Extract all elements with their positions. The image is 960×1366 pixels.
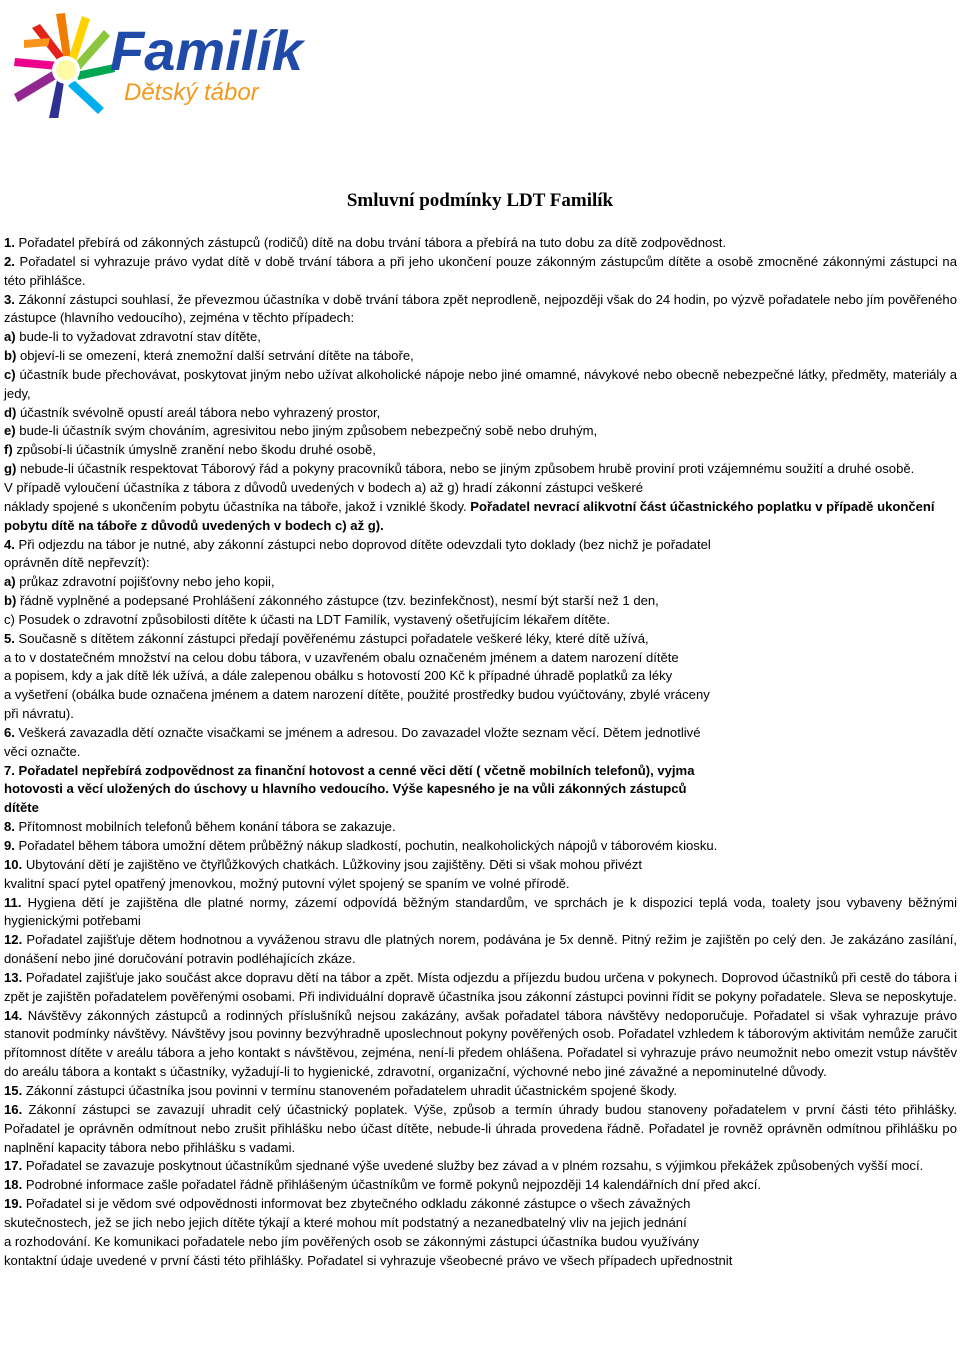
terms-body [4, 234, 957, 1270]
hands-icon [14, 13, 115, 118]
clause-11: 11. Hygiena dětí je zajištěna dle platné normy, zázemí odpovídá běžným standardům, ve sprchách je k dispozici teplá voda, toalety jsou vybaveny běžnými hygienickými potřebami [4, 894, 957, 929]
clause-16: 16. Zákonní zástupci se zavazují uhradit celý účastnický poplatek. Výše, způsob a termín úhrady budou stanoveny pořadatelem v první části této přihlášky. Pořadatel je oprávněn odmítnout nebo zrušit přihlášku nebo účast dítěte, nebude-li úhrada provedena řádně. Pořadatel je rovněž oprávněn odmítnou přihlášku po naplnění kapacity tábora nebo přihlášku s vadami. [4, 1101, 957, 1155]
clause-3c: c) účastník bude přechovávat, poskytovat jiným nebo užívat alkoholické nápoje nebo jiné omamné, návykové nebo obecně nebezpečné látky, předměty, materiály a jedy, [4, 366, 957, 401]
clause-1: 1. Pořadatel přebírá od zákonných zástupců (rodičů) dítě na dobu trvání tábora a přebírá na tuto dobu za dítě zodpovědnost. [4, 235, 727, 250]
clause-3a: a) bude-li to vyžadovat zdravotní stav dítěte, [4, 329, 261, 345]
clause-8: 8. Přítomnost mobilních telefonů během konání tábora se zakazuje. [4, 819, 396, 835]
clause-3: 3. Zákonní zástupci souhlasí, že převezmou účastníka v době trvání tábora zpět neprodleně, nejpozději však do 24 hodin, po výzvě pořadatele nebo jím pověřeného zástupce (hlavního vedoucího), zejména v těchto případech: [4, 291, 957, 326]
clause-3f: f) způsobí-li účastník úmyslně zranění nebo škodu druhé osobě, [4, 442, 376, 458]
clause-10: 10. Ubytování dětí je zajištěno ve čtyřlůžkových chatkách. Lůžkoviny jsou zajištěny. Děti si však mohou přivézt kvalitní spací pytel opatřený jmenovkou, možný putovní výlet spojený se spaním ve volné přírodě. [4, 856, 643, 891]
clause-7: 7. Pořadatel nepřebírá zodpovědnost za finanční hotovost a cenné věci dětí ( včetně mobilních telefonů), vyjma hotovosti a věcí uložených do úschovy u hlavního vedoucího. Výše kapesného je na vůli zákonných zástupců dítěte [4, 762, 695, 816]
clause-19: 19. Pořadatel si je vědom své odpovědnosti informovat bez zbytečného odkladu zákonné zástupce o všech závažných skutečnostech, jež se jich nebo jejich dítěte týkají a které mohou mít podstatný a nezanedbatelný vliv na jejich jednání a rozhodování. Ke komunikaci pořadatele nebo jím pověřených osob se zákonnými zástupci účastníka budou využívány kontaktní údaje uvedené v první části této přihlášky. Pořadatel si vyhrazuje všeobecné právo ve všech případech upřednostnit [4, 1196, 733, 1268]
clause-4c: c) Posudek o zdravotní způsobilosti dítěte k účasti na LDT Familík, vystavený ošetřujícím lékařem dítěte. [4, 611, 610, 627]
familik-logo [4, 8, 364, 118]
logo-brand: Familík [110, 19, 303, 82]
clause-17: 17. Pořadatel se zavazuje poskytnout účastníkům sjednané výše uvedené služby bez závad a v plném rozsahu, s výjimkou překážek způsobených vyšší mocí. [4, 1158, 924, 1174]
clause-12: 12. Pořadatel zajišťuje dětem hodnotnou a vyváženou stravu dle platných norem, podávána je 5x denně. Pitný režim je zajištěn po celý den. Je zakázáno zasílání, donášení nebo jiné doručování potravin podléhajících zkáze. [4, 932, 957, 967]
clause-4: 4. Při odjezdu na tábor je nutné, aby zákonní zástupci nebo doprovod dítěte odevzdali tyto doklady (bez nichž je pořadatel oprávněn dítě nepřevzít): [4, 536, 711, 571]
clause-3d: d) účastník svévolně opustí areál tábora nebo vyhrazený prostor, [4, 404, 381, 420]
clause-3g: g) nebude-li účastník respektovat Táborový řád a pokyny pracovníků tábora, nebo se jiným způsobem hrubě proviní proti vzájemnému soužití a druhé osobě. [4, 461, 915, 477]
clause-4b: b) řádně vyplněné a podepsané Prohlášení zákonného zástupce (tzv. bezinfekčnost), nesmí být starší než 1 den, [4, 593, 659, 609]
logo-tagline: Dětský tábor [124, 79, 259, 106]
clause-6: 6. Veškerá zavazadla dětí označte visačkami se jménem a adresou. Do zavazadel vložte seznam věcí. Dětem jednotlivé věci označte. [4, 724, 701, 759]
clause-4a: a) průkaz zdravotní pojišťovny nebo jeho kopii, [4, 574, 275, 590]
clause-13: 13. Pořadatel zajišťuje jako součást akce dopravu dětí na tábor a zpět. Místa odjezdu a příjezdu budou určena v pokynech. Doprovod účastníků při cestě do tábora i zpět je zajištěn pořadatelem pověřenými osobami. Při individuální dopravě účastníka jsou zákonní zástupci povinni řídit se pokyny pořadatele. Sleva se neposkytuje. [4, 969, 957, 1004]
clause-3-exclusion: V případě vyloučení účastníka z tábora z důvodů uvedených v bodech a) až g) hradí zákonní zástupci veškeré náklady spojené s ukončením pobytu účastníka na táboře, jakož i vzniklé škody. Pořadatel nevrací alikvotní část účastnického poplatku v případě ukončení pobytu dítě na táboře z důvodů uvedených v bodech c) až g). [4, 479, 935, 533]
clause-3b: b) objeví-li se omezení, která znemožní další setrvání dítěte na táboře, [4, 348, 414, 364]
clause-5: 5. Současně s dítětem zákonní zástupci předají pověřenému zástupci pořadatele veškeré léky, které dítě užívá, a to v dostatečném množství na celou dobu tábora, v uzavřeném obalu označeném jménem a datem narození dítěte a popisem, kdy a jak dítě lék užívá, a dále zalepenou obálku s hotovostí 200 Kč k případné úhradě poplatků za léky a vyšetření (obálka bude označena jménem a datem narození dítěte, použité prostředky budou vyúčtovány, zbylé vráceny při návratu). [4, 630, 710, 722]
clause-9: 9. Pořadatel během tábora umožní dětem průběžný nákup sladkostí, pochutin, nealkoholických nápojů v táborovém kiosku. [4, 838, 718, 853]
clause-18: 18. Podrobné informace zašle pořadatel řádně přihlášeným účastníkům ve formě pokynů nejpozději 14 kalendářních dní před akcí. [4, 1177, 761, 1193]
clause-3e: e) bude-li účastník svým chováním, agresivitou nebo jiným způsobem nebezpečný sobě nebo druhým, [4, 423, 598, 439]
page-title: Smluvní podmínky LDT Familík [346, 190, 614, 211]
clause-14: 14. Návštěvy zákonných zástupců a rodinných příslušníků nejsou zakázány, avšak pořadatel tábora návštěvy nedoporučuje. Pořadatel si však vyhrazuje právo stanovit podmínky návštěvy. Návštěvy jsou povinny bezvýhradně uposlechnout pokyny pověřených osob. Pořadatel vzhledem k táborovým aktivitám nemůže zaručit přítomnost dítěte v areálu tábora a jeho kontakt s návštěvou, zejména, není-li předem ohlášena. Pořadatel si vyhrazuje právo neumožnit nebo omezit vstup návštěv do areálu tábora a kontakt s účastníky, vyžadují-li to hygienické, zdravotní, organizační, výchovné nebo jiné závažné a nepominutelné důvody. [4, 1007, 957, 1080]
clause-15: 15. Zákonní zástupci účastníka jsou povinni v termínu stanoveném pořadatelem uhradit účastnickém spojené škody. [4, 1082, 677, 1098]
clause-2: 2. Pořadatel si vyhrazuje právo vydat dítě v době trvání tábora a při jeho ukončení pouze zákonným zástupcům dítěte a osobě zmocněné zákonnými zástupci na této přihlášce. [4, 253, 957, 288]
